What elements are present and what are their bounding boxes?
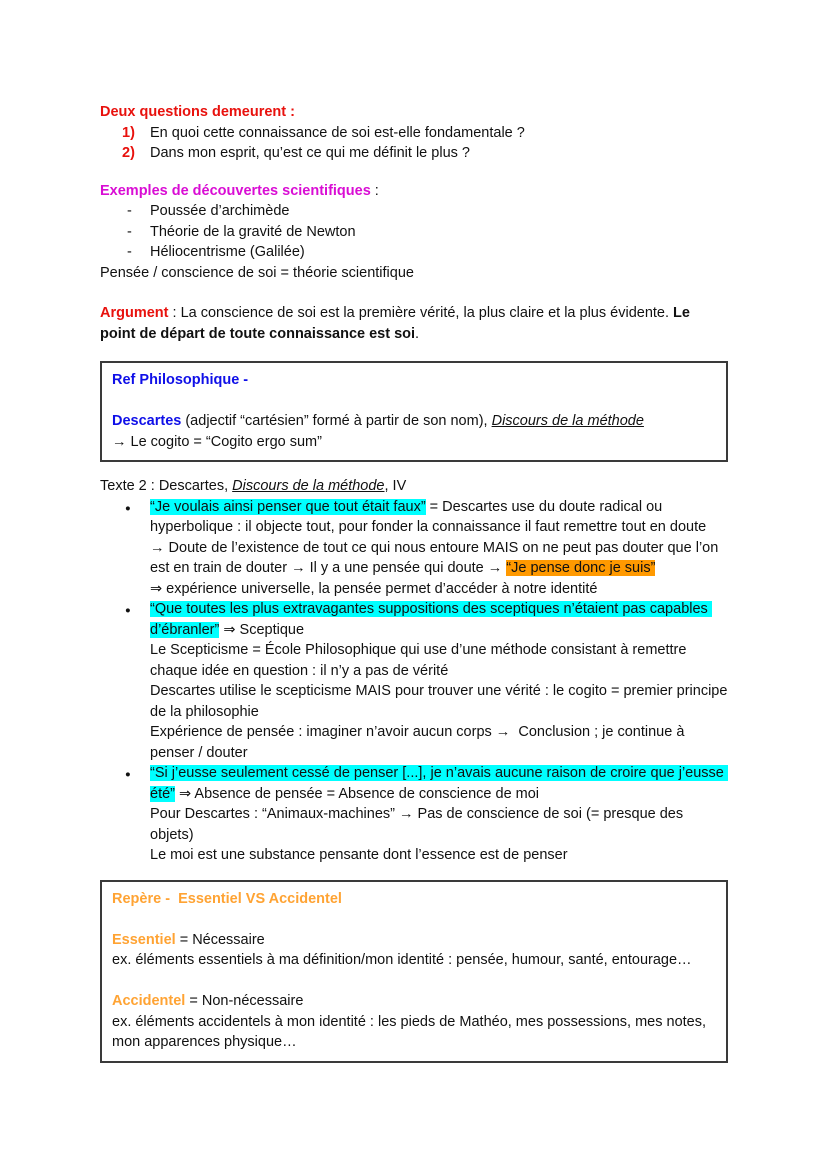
argument-bold-text: Le point de départ de toute connaissance est soi [100,305,694,342]
argument-separator: : [168,305,181,321]
essentiel-label: Essentiel [112,931,176,948]
examples-heading-text: Exemples de découvertes scientifiques [100,182,371,199]
essentiel-line [112,930,716,951]
examples-heading-colon: : [370,182,379,199]
question-item [100,143,728,164]
work-title: Discours de la méthode [491,413,644,429]
work-title: Discours de la méthode [232,478,385,494]
bullet-paragraph: Expérience de pensée : imaginer n’avoir aucun corps → Conclusion ; je continue à penser / douter [150,724,689,761]
questions-list [100,123,728,164]
accidentel-example: ex. éléments accidentels à mon identité : les pieds de Mathéo, mes possessions, mes notes, mon apparences physique… [112,1013,711,1050]
list-item [100,201,728,222]
orange-highlighted-quote: “Je pense donc je suis” [506,560,656,576]
bullet-item [100,763,728,866]
list-item-text: Poussée d’archimède [150,203,290,219]
bullet-paragraph [150,599,728,640]
texte2-bullet-list [100,497,732,866]
cyan-highlighted-quote: “Je voulais ainsi penser que tout était faux” [150,498,426,515]
list-item [100,222,728,243]
list-item-text: Théorie de la gravité de Newton [150,223,356,240]
texte2-intro-post: , IV [384,478,407,494]
question-text: En quoi cette connaissance de soi est-elle fondamentale ? [150,124,525,141]
bullet-icon: ● [125,605,131,616]
bullet-content [150,599,732,763]
bullet-item [100,599,732,763]
dash-marker: - [127,244,132,260]
bullet-paragraph [150,538,728,579]
bullet-content [150,497,728,600]
bullet-text: = Descartes use du doute radical ou hyperbolique : il objecte tout, pour fonder la connaissance il faut remettre tout en doute [150,498,707,535]
repere-box [100,880,728,1063]
bullet-text: ⇒ Sceptique [219,621,305,638]
bullet-text: → Doute de l’existence de tout ce qui nous entoure MAIS on ne peut pas douter que l’on est en train de douter → Il y a une pensée qui doute → [150,539,723,576]
bullet-paragraph [150,497,728,538]
list-item-text: Héliocentrisme (Galilée) [150,244,305,260]
bullet-paragraph: Le Scepticisme = École Philosophique qui use d’une méthode consistant à remettre chaque idée en question : il n’y a pas de vérité [150,642,691,679]
cyan-highlighted-quote: “Si j’eusse seulement cessé de penser [...], je n’avais aucune raison de croire que j’eusse été” [150,765,728,802]
cyan-highlighted-quote: “Que toutes les plus extravagantes suppositions des sceptiques n’étaient pas capables d’ébranler” [150,601,712,638]
examples-heading [100,181,728,202]
ref-philosophique-box [100,361,728,462]
argument-period: . [415,325,420,342]
descartes-label: Descartes [112,413,182,429]
list-item [100,242,728,263]
essentiel-definition: = Nécessaire [175,931,265,948]
questions-heading: Deux questions demeurent : [100,104,295,120]
question-text: Dans mon esprit, qu’est ce qui me définit le plus ? [150,145,470,161]
essentiel-example: ex. éléments essentiels à ma définition/mon identité : pensée, humour, santé, entourage… [112,952,692,968]
repere-box-title: Repère - Essentiel VS Accidentel [112,890,342,907]
bullet-icon: ● [125,502,131,514]
bullet-paragraph [150,763,728,804]
bullet-icon: ● [125,769,131,780]
argument-paragraph [100,303,728,344]
bullet-content [150,763,728,866]
accidentel-definition: = Non-nécessaire [185,993,304,1009]
accidentel-line [112,991,716,1012]
ref-box-title: Ref Philosophique - [112,372,249,388]
texte2-intro [100,476,728,497]
texte2-intro-pre: Texte 2 : Descartes, [100,478,233,494]
bullet-paragraph: ⇒ expérience universelle, la pensée permet d’accéder à notre identité [150,580,598,597]
ref-box-body [112,411,716,432]
argument-label: Argument [100,305,169,321]
dash-marker: - [127,203,132,219]
descartes-text: (adjectif “cartésien” formé à partir de son nom), [181,413,492,429]
question-item [100,123,728,144]
bullet-paragraph: Le moi est une substance pensante dont l’essence est de penser [150,847,568,863]
bullet-paragraph: Pour Descartes : “Animaux-machines” → Pas de conscience de soi (= presque des objets) [150,806,688,843]
bullet-text: ⇒ Absence de pensée = Absence de conscience de moi [175,785,540,802]
bullet-item [100,497,728,600]
question-number: 2) [122,145,135,161]
examples-footer: Pensée / conscience de soi = théorie scientifique [100,264,414,281]
examples-list [100,201,728,263]
cogito-line: → Le cogito = “Cogito ergo sum” [112,433,322,450]
argument-text: La conscience de soi est la première vérité, la plus claire et la plus évidente. [180,305,674,321]
accidentel-label: Accidentel [112,993,186,1009]
bullet-paragraph: Descartes utilise le scepticisme MAIS pour trouver une vérité : le cogito = premier principe de la philosophie [150,683,732,720]
question-number: 1) [122,124,135,141]
dash-marker: - [127,223,132,240]
